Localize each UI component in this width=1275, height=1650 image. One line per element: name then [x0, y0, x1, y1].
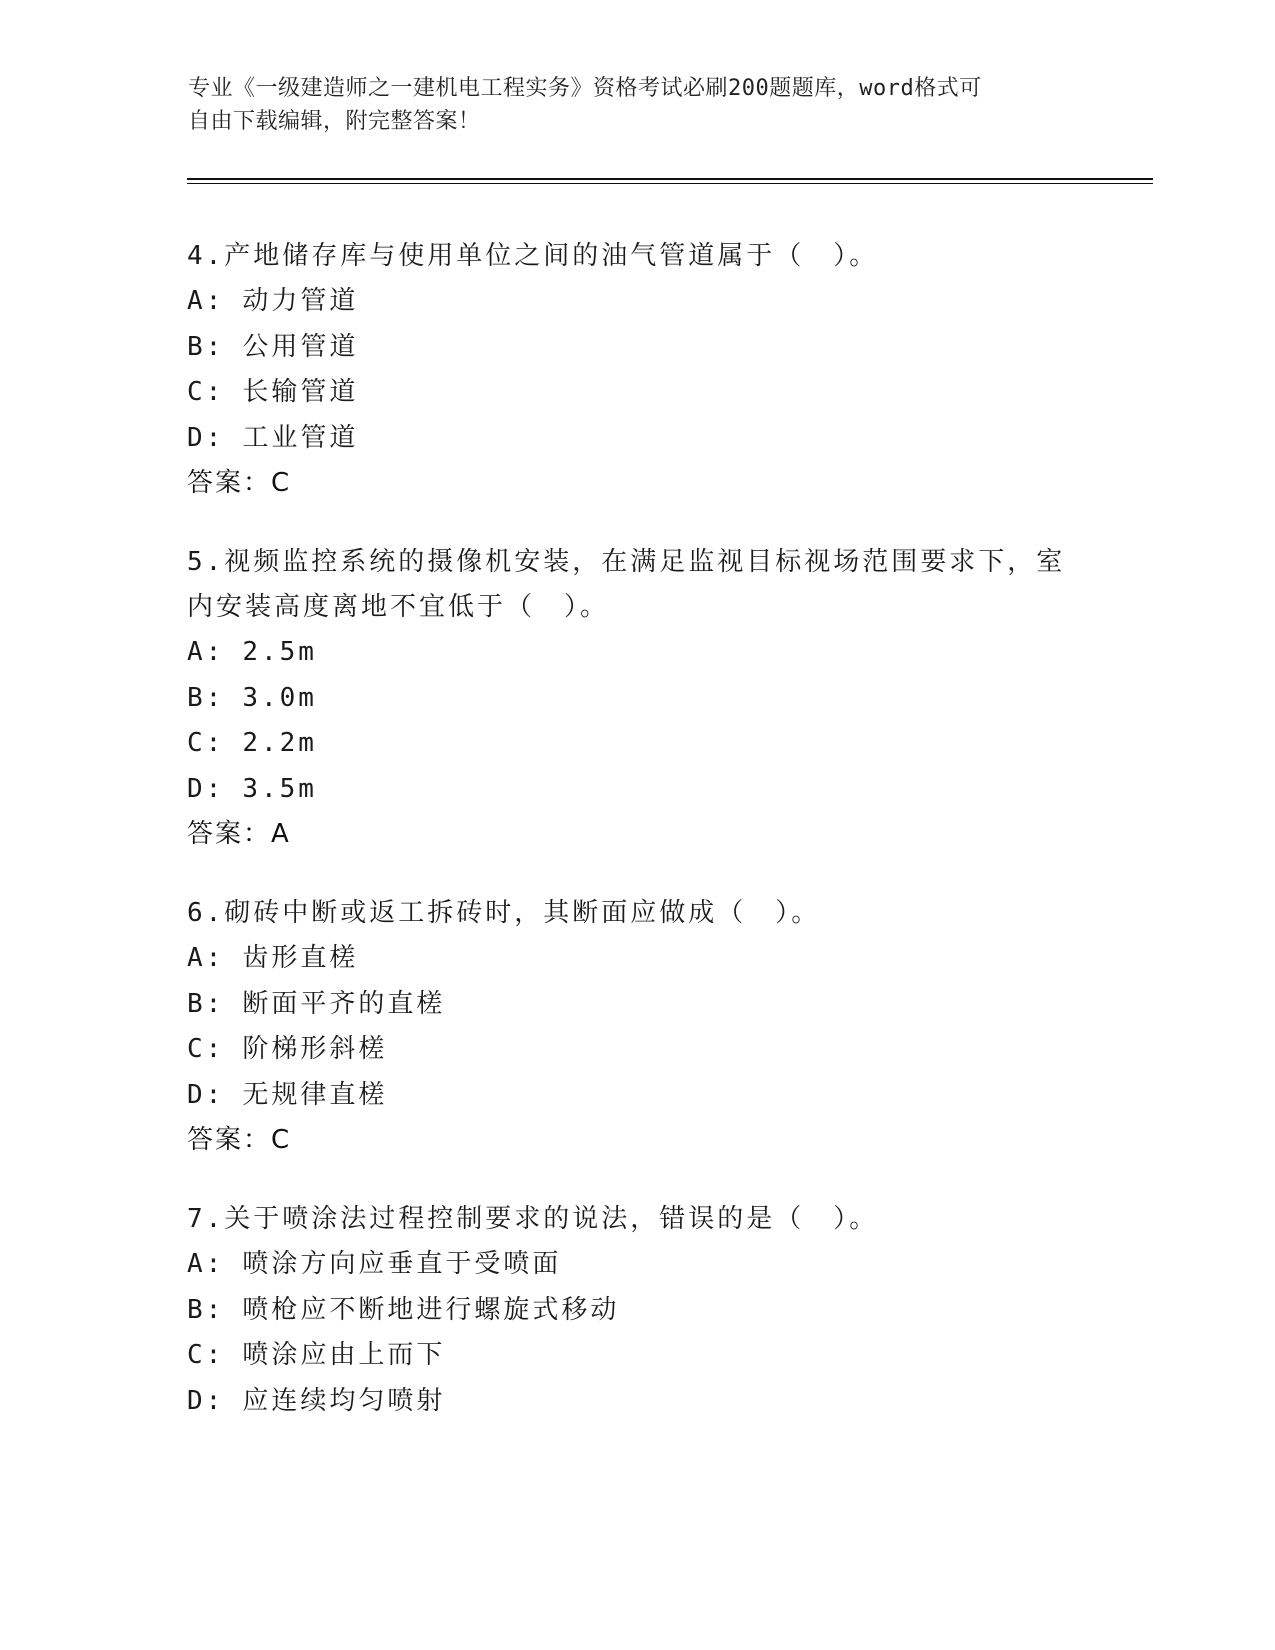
- answer-option: [187, 721, 1087, 767]
- option-text: 3.0m: [242, 682, 317, 713]
- option-letter: B:: [187, 1294, 225, 1325]
- option-text: 断面平齐的直槎: [242, 988, 446, 1019]
- question-block: [187, 891, 1087, 1163]
- option-letter: D:: [187, 1385, 225, 1416]
- answer-option: [187, 325, 1087, 371]
- header-divider-top: [187, 178, 1153, 180]
- option-letter: D:: [187, 773, 225, 804]
- question-stem: 5.视频监控系统的摄像机安装，在满足监视目标视场范围要求下，室: [187, 547, 1066, 577]
- option-text: 动力管道: [242, 286, 359, 316]
- question-stem: 4.产地储存库与使用单位之间的油气管道属于（ ）。: [187, 241, 879, 271]
- answer-option: [187, 936, 1087, 982]
- answer-key: 答案：C: [187, 1125, 292, 1155]
- answer-option: [187, 767, 1087, 813]
- option-text: 喷枪应不断地进行螺旋式移动: [242, 1294, 620, 1325]
- question-block: [187, 1197, 1087, 1424]
- option-letter: A:: [187, 637, 225, 667]
- option-text: 无规律直槎: [242, 1079, 388, 1110]
- option-letter: D:: [187, 422, 225, 453]
- option-letter: A:: [187, 1249, 225, 1279]
- option-letter: C:: [187, 1034, 225, 1064]
- option-text: 应连续均匀喷射: [242, 1385, 446, 1416]
- answer-option: [187, 1073, 1087, 1119]
- option-text: 3.5m: [242, 773, 317, 804]
- option-letter: B:: [187, 331, 225, 362]
- answer-option: [187, 1027, 1087, 1073]
- answer-option: [187, 1379, 1087, 1425]
- question-block: [187, 540, 1087, 857]
- question-list: [187, 234, 1087, 1458]
- question-stem: 内安装高度离地不宜低于（ ）。: [187, 592, 610, 622]
- option-text: 长输管道: [242, 377, 359, 407]
- answer-key: 答案：C: [187, 468, 292, 498]
- answer-option: [187, 416, 1087, 462]
- answer-option: [187, 630, 1087, 676]
- option-text: 2.2m: [242, 728, 317, 758]
- answer-option: [187, 279, 1087, 325]
- answer-option: [187, 1242, 1087, 1288]
- option-text: 喷涂应由上而下: [242, 1340, 446, 1370]
- option-letter: B:: [187, 682, 225, 713]
- answer-option: [187, 370, 1087, 416]
- header-divider-bottom: [187, 183, 1153, 184]
- option-letter: B:: [187, 988, 225, 1019]
- answer-option: [187, 982, 1087, 1028]
- header-line-2: 自由下载编辑，附完整答案！: [188, 109, 481, 134]
- option-letter: A:: [187, 286, 225, 316]
- question-block: [187, 234, 1087, 506]
- option-letter: C:: [187, 728, 225, 758]
- answer-option: [187, 1288, 1087, 1334]
- option-letter: C:: [187, 377, 225, 407]
- option-text: 齿形直槎: [242, 943, 359, 973]
- option-letter: A:: [187, 943, 225, 973]
- question-stem: 7.关于喷涂法过程控制要求的说法，错误的是（ ）。: [187, 1204, 879, 1234]
- question-stem: 6.砌砖中断或返工拆砖时，其断面应做成（ ）。: [187, 898, 821, 928]
- option-text: 2.5m: [242, 637, 317, 667]
- option-text: 喷涂方向应垂直于受喷面: [242, 1249, 562, 1279]
- document-header: [188, 72, 1068, 138]
- option-letter: D:: [187, 1079, 225, 1110]
- answer-option: [187, 1333, 1087, 1379]
- header-line-1: 专业《一级建造师之一建机电工程实务》资格考试必刷200题题库，word格式可: [188, 76, 982, 101]
- option-text: 工业管道: [242, 422, 359, 453]
- answer-key: 答案：A: [187, 819, 291, 849]
- option-text: 公用管道: [242, 331, 359, 362]
- answer-option: [187, 676, 1087, 722]
- option-letter: C:: [187, 1340, 225, 1370]
- option-text: 阶梯形斜槎: [242, 1034, 388, 1064]
